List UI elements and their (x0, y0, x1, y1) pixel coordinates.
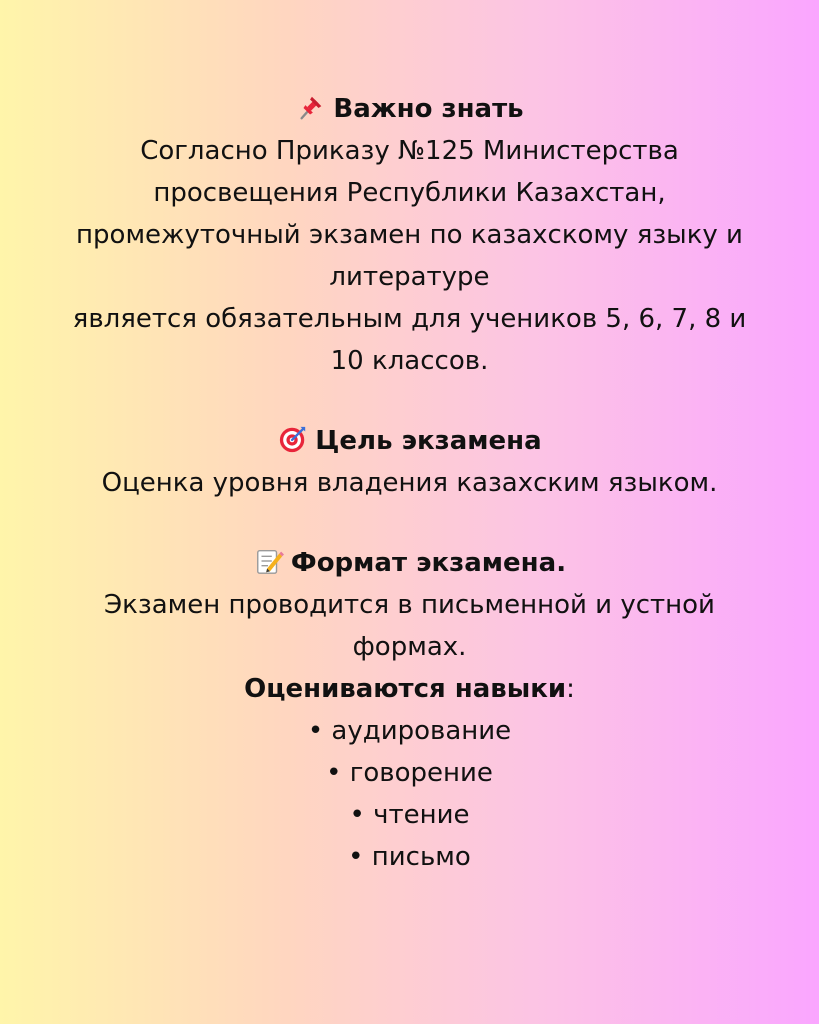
skill-list-item: • чтение (349, 800, 470, 830)
skill-list-item: • говорение (326, 758, 493, 788)
memo-icon (253, 546, 285, 576)
skills-colon: : (566, 674, 575, 704)
spacer (0, 504, 819, 542)
section-important-line: Согласно Приказу №125 Министерства (140, 136, 679, 166)
pushpin-icon (295, 92, 327, 122)
section-important-line: просвещения Республики Казахстан, (153, 178, 666, 208)
section-format-line: формах. (352, 632, 467, 662)
skills-label-line (0, 668, 819, 710)
target-icon (277, 424, 309, 454)
skills-label: Оцениваются навыки (244, 674, 567, 704)
section-important-line: является обязательным для учеников 5, 6, 7, 8 и (72, 304, 747, 334)
section-format-heading (0, 542, 819, 584)
section-important-line: промежуточный экзамен по казахскому языку и (76, 220, 743, 250)
section-important-line: 10 классов. (330, 346, 489, 376)
section-goal-title: Цель экзамена (315, 426, 542, 456)
section-format-title: Формат экзамена. (290, 548, 567, 578)
section-format-line: Экзамен проводится в письменной и устной (104, 590, 715, 620)
section-important-heading (0, 88, 819, 130)
skill-list-item: • письмо (348, 842, 471, 872)
section-goal-heading (0, 420, 819, 462)
spacer (0, 382, 819, 420)
section-important-line: литературе (329, 262, 490, 292)
skill-list-item: • аудирование (307, 716, 512, 746)
section-important-title: Важно знать (333, 94, 524, 124)
section-goal-text: Оценка уровня владения казахским языком. (101, 468, 718, 498)
